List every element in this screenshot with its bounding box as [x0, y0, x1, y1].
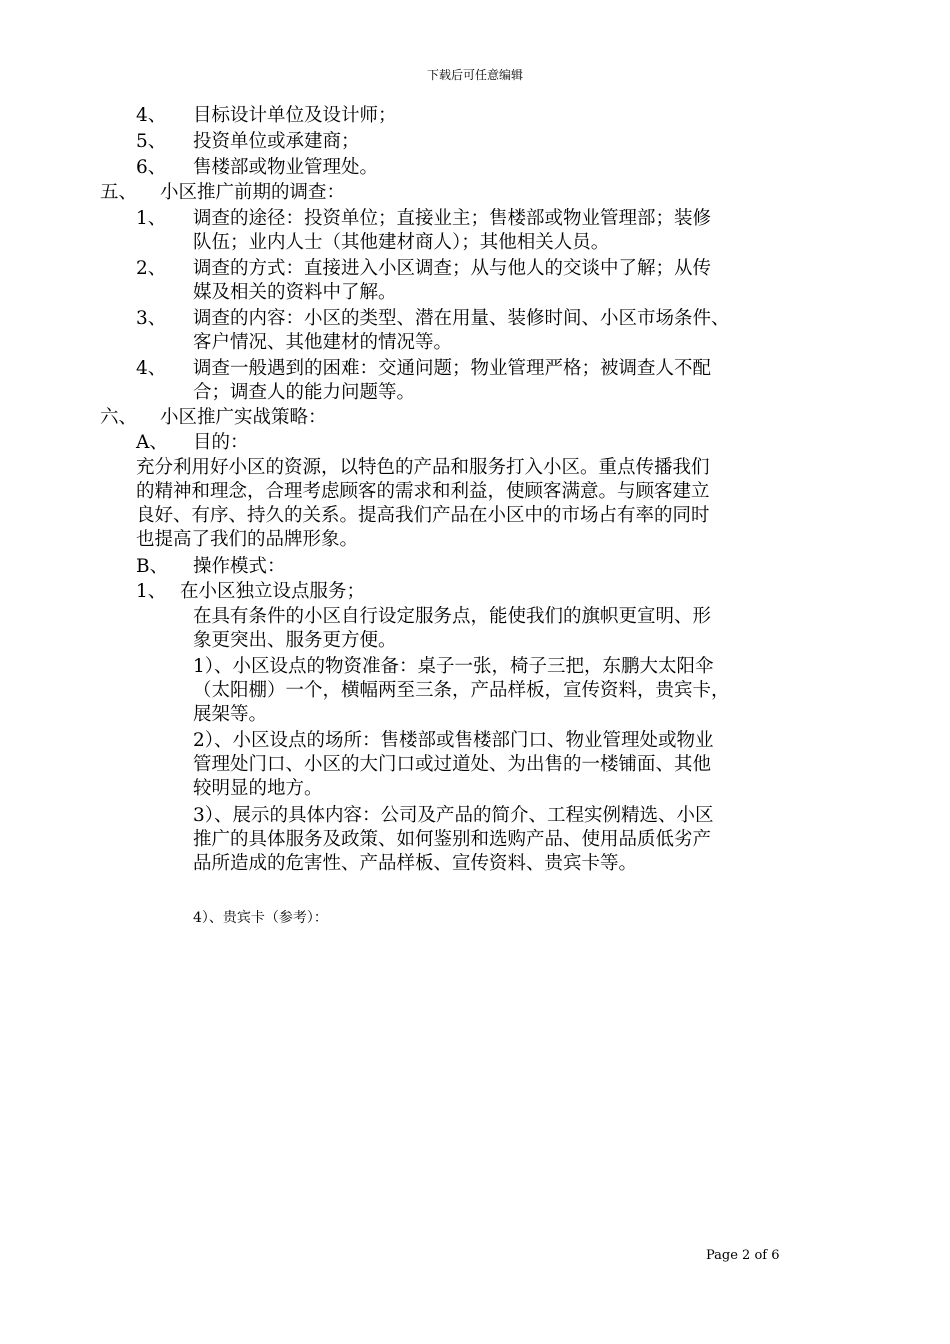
paragraph-text: 良好、有序、持久的关系。提高我们产品在小区中的市场占有率的同时: [136, 505, 710, 526]
page-number: Page 2 of 6: [706, 1248, 780, 1263]
item-text: 目标设计单位及设计师；: [193, 105, 397, 126]
paragraph-text: 管理处门口、小区的大门口或过道处、为出售的一楼铺面、其他: [193, 754, 712, 775]
subsection-label: A、: [136, 432, 168, 453]
paragraph-text: 4）、贵宾卡（参考）：: [193, 910, 328, 926]
item-number: 4、: [136, 105, 167, 126]
paragraph-text: （太阳棚）一个，横幅两至三条，产品样板，宣传资料，贵宾卡，: [193, 680, 730, 701]
item-number: 5、: [136, 131, 167, 152]
item-number: 3、: [136, 308, 167, 329]
paragraph-text: 的精神和理念，合理考虑顾客的需求和利益，使顾客满意。与顾客建立: [136, 481, 710, 502]
section-title: 小区推广实战策略：: [160, 407, 327, 428]
paragraph-text: 2）、小区设点的场所：售楼部或售楼部门口、物业管理处或物业: [193, 730, 714, 751]
paragraph-text: 品所造成的危害性、产品样板、宣传资料、贵宾卡等。: [193, 853, 638, 874]
item-text: 队伍；业内人士（其他建材商人）；其他相关人员。: [193, 232, 610, 253]
item-text: 媒及相关的资料中了解。: [193, 282, 397, 303]
item-text: 在小区独立设点服务；: [180, 581, 366, 602]
subsection-title: 操作模式：: [193, 556, 286, 577]
item-number: 2、: [136, 258, 167, 279]
item-text: 调查的途径：投资单位；直接业主；售楼部或物业管理部；装修: [193, 208, 712, 229]
item-number: 4、: [136, 358, 167, 379]
item-text: 调查一般遇到的困难：交通问题；物业管理严格；被调查人不配: [193, 358, 712, 379]
item-text: 售楼部或物业管理处。: [193, 157, 379, 178]
item-text: 客户情况、其他建材的情况等。: [193, 332, 453, 353]
section-number: 五、: [100, 182, 138, 203]
subsection-label: B、: [136, 556, 169, 577]
item-number: 1、: [136, 208, 167, 229]
subsection-title: 目的：: [193, 432, 249, 453]
paragraph-text: 象更突出、服务更方便。: [193, 630, 397, 651]
paragraph-text: 在具有条件的小区自行设定服务点，能使我们的旗帜更宣明、形: [193, 606, 712, 627]
item-text: 合；调查人的能力问题等。: [193, 382, 416, 403]
item-number: 1、: [136, 581, 167, 602]
item-text: 投资单位或承建商；: [193, 131, 360, 152]
paragraph-text: 3）、展示的具体内容：公司及产品的简介、工程实例精选、小区: [193, 805, 714, 826]
item-text: 调查的内容：小区的类型、潜在用量、装修时间、小区市场条件、: [193, 308, 730, 329]
page-header: 下载后可任意编辑: [426, 68, 523, 82]
paragraph-text: 展架等。: [193, 704, 268, 725]
item-text: 调查的方式：直接进入小区调查；从与他人的交谈中了解；从传: [193, 258, 712, 279]
paragraph-text: 充分利用好小区的资源，以特色的产品和服务打入小区。重点传播我们: [136, 457, 710, 478]
paragraph-text: 1）、小区设点的物资准备：桌子一张，椅子三把，东鹏大太阳伞: [193, 656, 714, 677]
paragraph-text: 较明显的地方。: [193, 778, 323, 799]
paragraph-text: 也提高了我们的品牌形象。: [136, 529, 359, 550]
paragraph-text: 推广的具体服务及政策、如何鉴别和选购产品、使用品质低劣产: [193, 829, 712, 850]
section-number: 六、: [100, 407, 138, 428]
section-title: 小区推广前期的调查：: [160, 182, 346, 203]
item-number: 6、: [136, 157, 167, 178]
